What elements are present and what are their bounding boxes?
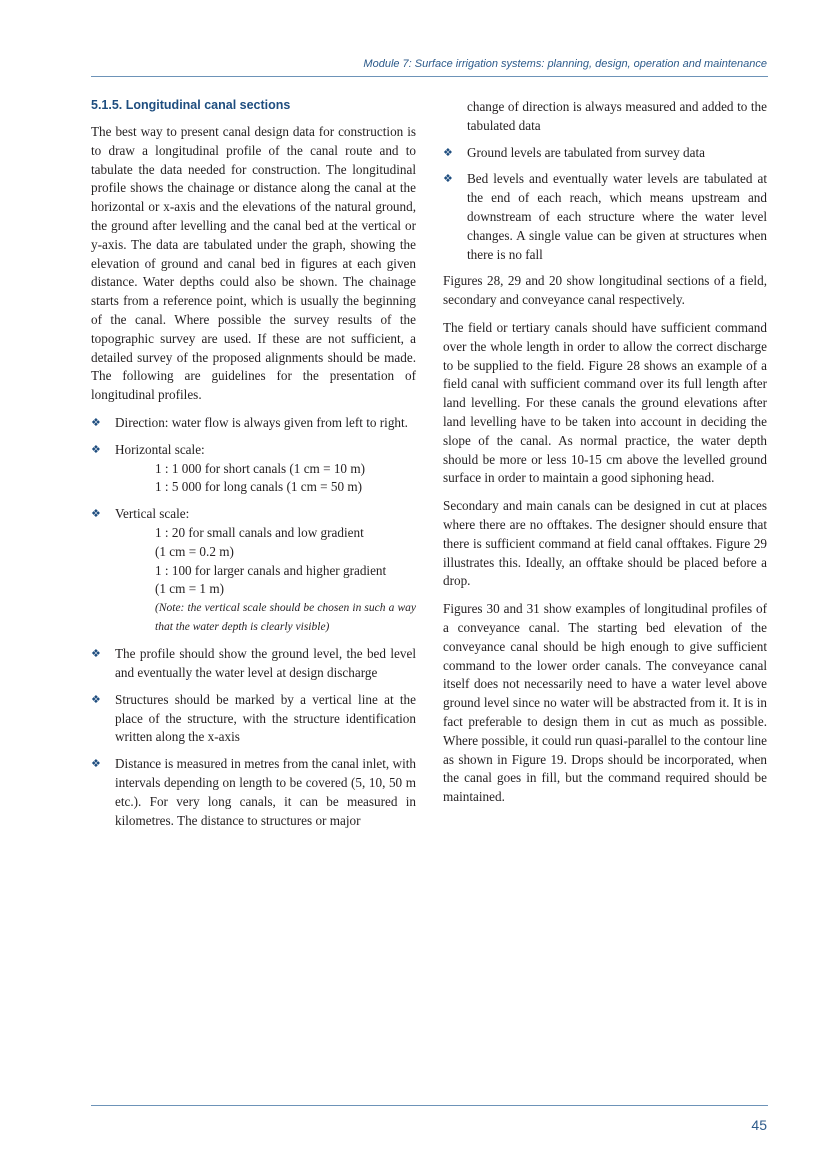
bullet-text: Ground levels are tabulated from survey data: [467, 144, 706, 160]
list-item: [91, 645, 416, 683]
diamond-bullet-icon: ❖: [91, 507, 101, 521]
guidelines-list: [91, 414, 416, 830]
bullet-text: Bed levels and eventually water levels are tabulated at the end of each reach, which means upstream and downstream of each structure where the water level changes. A single value can be given at structures when there is no fall: [467, 171, 767, 262]
list-item: [443, 170, 767, 264]
figures-paragraph: Figures 28, 29 and 20 show longitudinal sections of a field, secondary and conveyance canal respectively.: [443, 273, 767, 308]
bullet-text: Direction: water flow is always given from left to right.: [115, 414, 408, 430]
diamond-bullet-icon: ❖: [91, 647, 101, 661]
intro-paragraph: The best way to present canal design data for construction is to draw a longitudinal profile of the canal route and to tabulate the data needed for construction. The longitudinal profile shows the chainage or distance along the canal at the horizontal or x-axis and the elevations of the natural ground, the ground after levelling and the canal bed at the vertical or y-axis. The data are tabulated under the graph, showing the elevation of ground and canal bed in figures at each given distance. Water depths could also be shown. The chainage starts from a reference point, which is usually the beginning of the canal. Where possible the survey results of the topographic survey are used. If these are not sufficient, a detailed survey of the proposed alignments should be made. The following are guidelines for the presentation of longitudinal profiles.: [91, 124, 416, 403]
scale-line: (1 cm = 0.2 m): [155, 543, 234, 559]
diamond-bullet-icon: ❖: [443, 172, 453, 186]
scale-line: 1 : 5 000 for long canals (1 cm = 50 m): [155, 479, 363, 495]
diamond-bullet-icon: ❖: [443, 145, 453, 159]
right-column: [443, 98, 767, 816]
diamond-bullet-icon: ❖: [91, 442, 101, 456]
diamond-bullet-icon: ❖: [91, 692, 101, 706]
scale-line: 1 : 100 for larger canals and higher gradient: [155, 562, 387, 578]
list-item: [91, 691, 416, 747]
bullet-text: Distance is measured in metres from the canal inlet, with intervals depending on length to be covered (5, 10, 50 m etc.). For very long canals, it can be measured in kilometres. The distance to structures or major: [115, 756, 416, 828]
footer-rule: [91, 1105, 768, 1106]
page-number: 45: [751, 1117, 767, 1133]
list-item: [91, 414, 416, 433]
list-item: [91, 505, 416, 637]
list-item: [91, 441, 416, 497]
scale-line: 1 : 1 000 for short canals (1 cm = 10 m): [155, 460, 365, 476]
secondary-canal-paragraph: Secondary and main canals can be designed in cut at places where there are no offtakes. The designer should ensure that there is sufficient command at field canal offtakes. Figure 29 illustrates this. Ideally, an offtake should be placed before a drop.: [443, 498, 767, 589]
header-rule: [91, 76, 768, 77]
bullet-text: The profile should show the ground level, the bed level and eventually the water level at design discharge: [115, 646, 416, 680]
bullet-text: Structures should be marked by a vertical line at the place of the structure, with the structure identification written along the x-axis: [115, 691, 416, 745]
bullet-text: Horizontal scale:: [115, 441, 205, 457]
running-header: Module 7: Surface irrigation systems: planning, design, operation and maintenance: [363, 58, 767, 70]
list-item: [91, 755, 416, 830]
scale-line: (1 cm = 1 m): [155, 581, 224, 597]
diamond-bullet-icon: ❖: [91, 757, 101, 771]
scale-line: 1 : 20 for small canals and low gradient: [155, 524, 364, 540]
list-item: [443, 144, 767, 163]
diamond-bullet-icon: ❖: [91, 415, 101, 429]
conveyance-canal-paragraph: Figures 30 and 31 show examples of longitudinal profiles of a conveyance canal. The starting bed elevation of the conveyance canal should be high enough to give sufficient command to the lower order canals. The conveyance canal itself does not necessarily need to have a water level above ground level since no water will be abstracted from it. It is in fact preferable to design them in cut as much as possible. Where possible, it could run quasi-parallel to the contour line as shown in Figure 19. Drops should be incorporated, when the canal goes in fill, but the command required should be maintained.: [443, 601, 767, 805]
left-column: [91, 97, 416, 838]
scale-note: (Note: the vertical scale should be chosen in such a way that the water depth is clearly visible): [155, 602, 416, 634]
bullet-continuation: change of direction is always measured and added to the tabulated data: [467, 99, 767, 133]
guidelines-list-continued: [443, 144, 767, 265]
section-title: 5.1.5. Longitudinal canal sections: [91, 98, 291, 112]
bullet-text: Vertical scale:: [115, 506, 190, 522]
field-canal-paragraph: The field or tertiary canals should have sufficient command over the whole length in order to allow the correct discharge to be supplied to the field. Figure 28 shows an example of a field canal with sufficient command over its full length after land levelling. For these canals the ground elevations after land levelling have to be taken into account in deciding the slope of the canal. As normal practice, the water depth should be more or less 10-15 cm above the levelled ground surface in order to maintain a good siphoning head.: [443, 319, 767, 486]
